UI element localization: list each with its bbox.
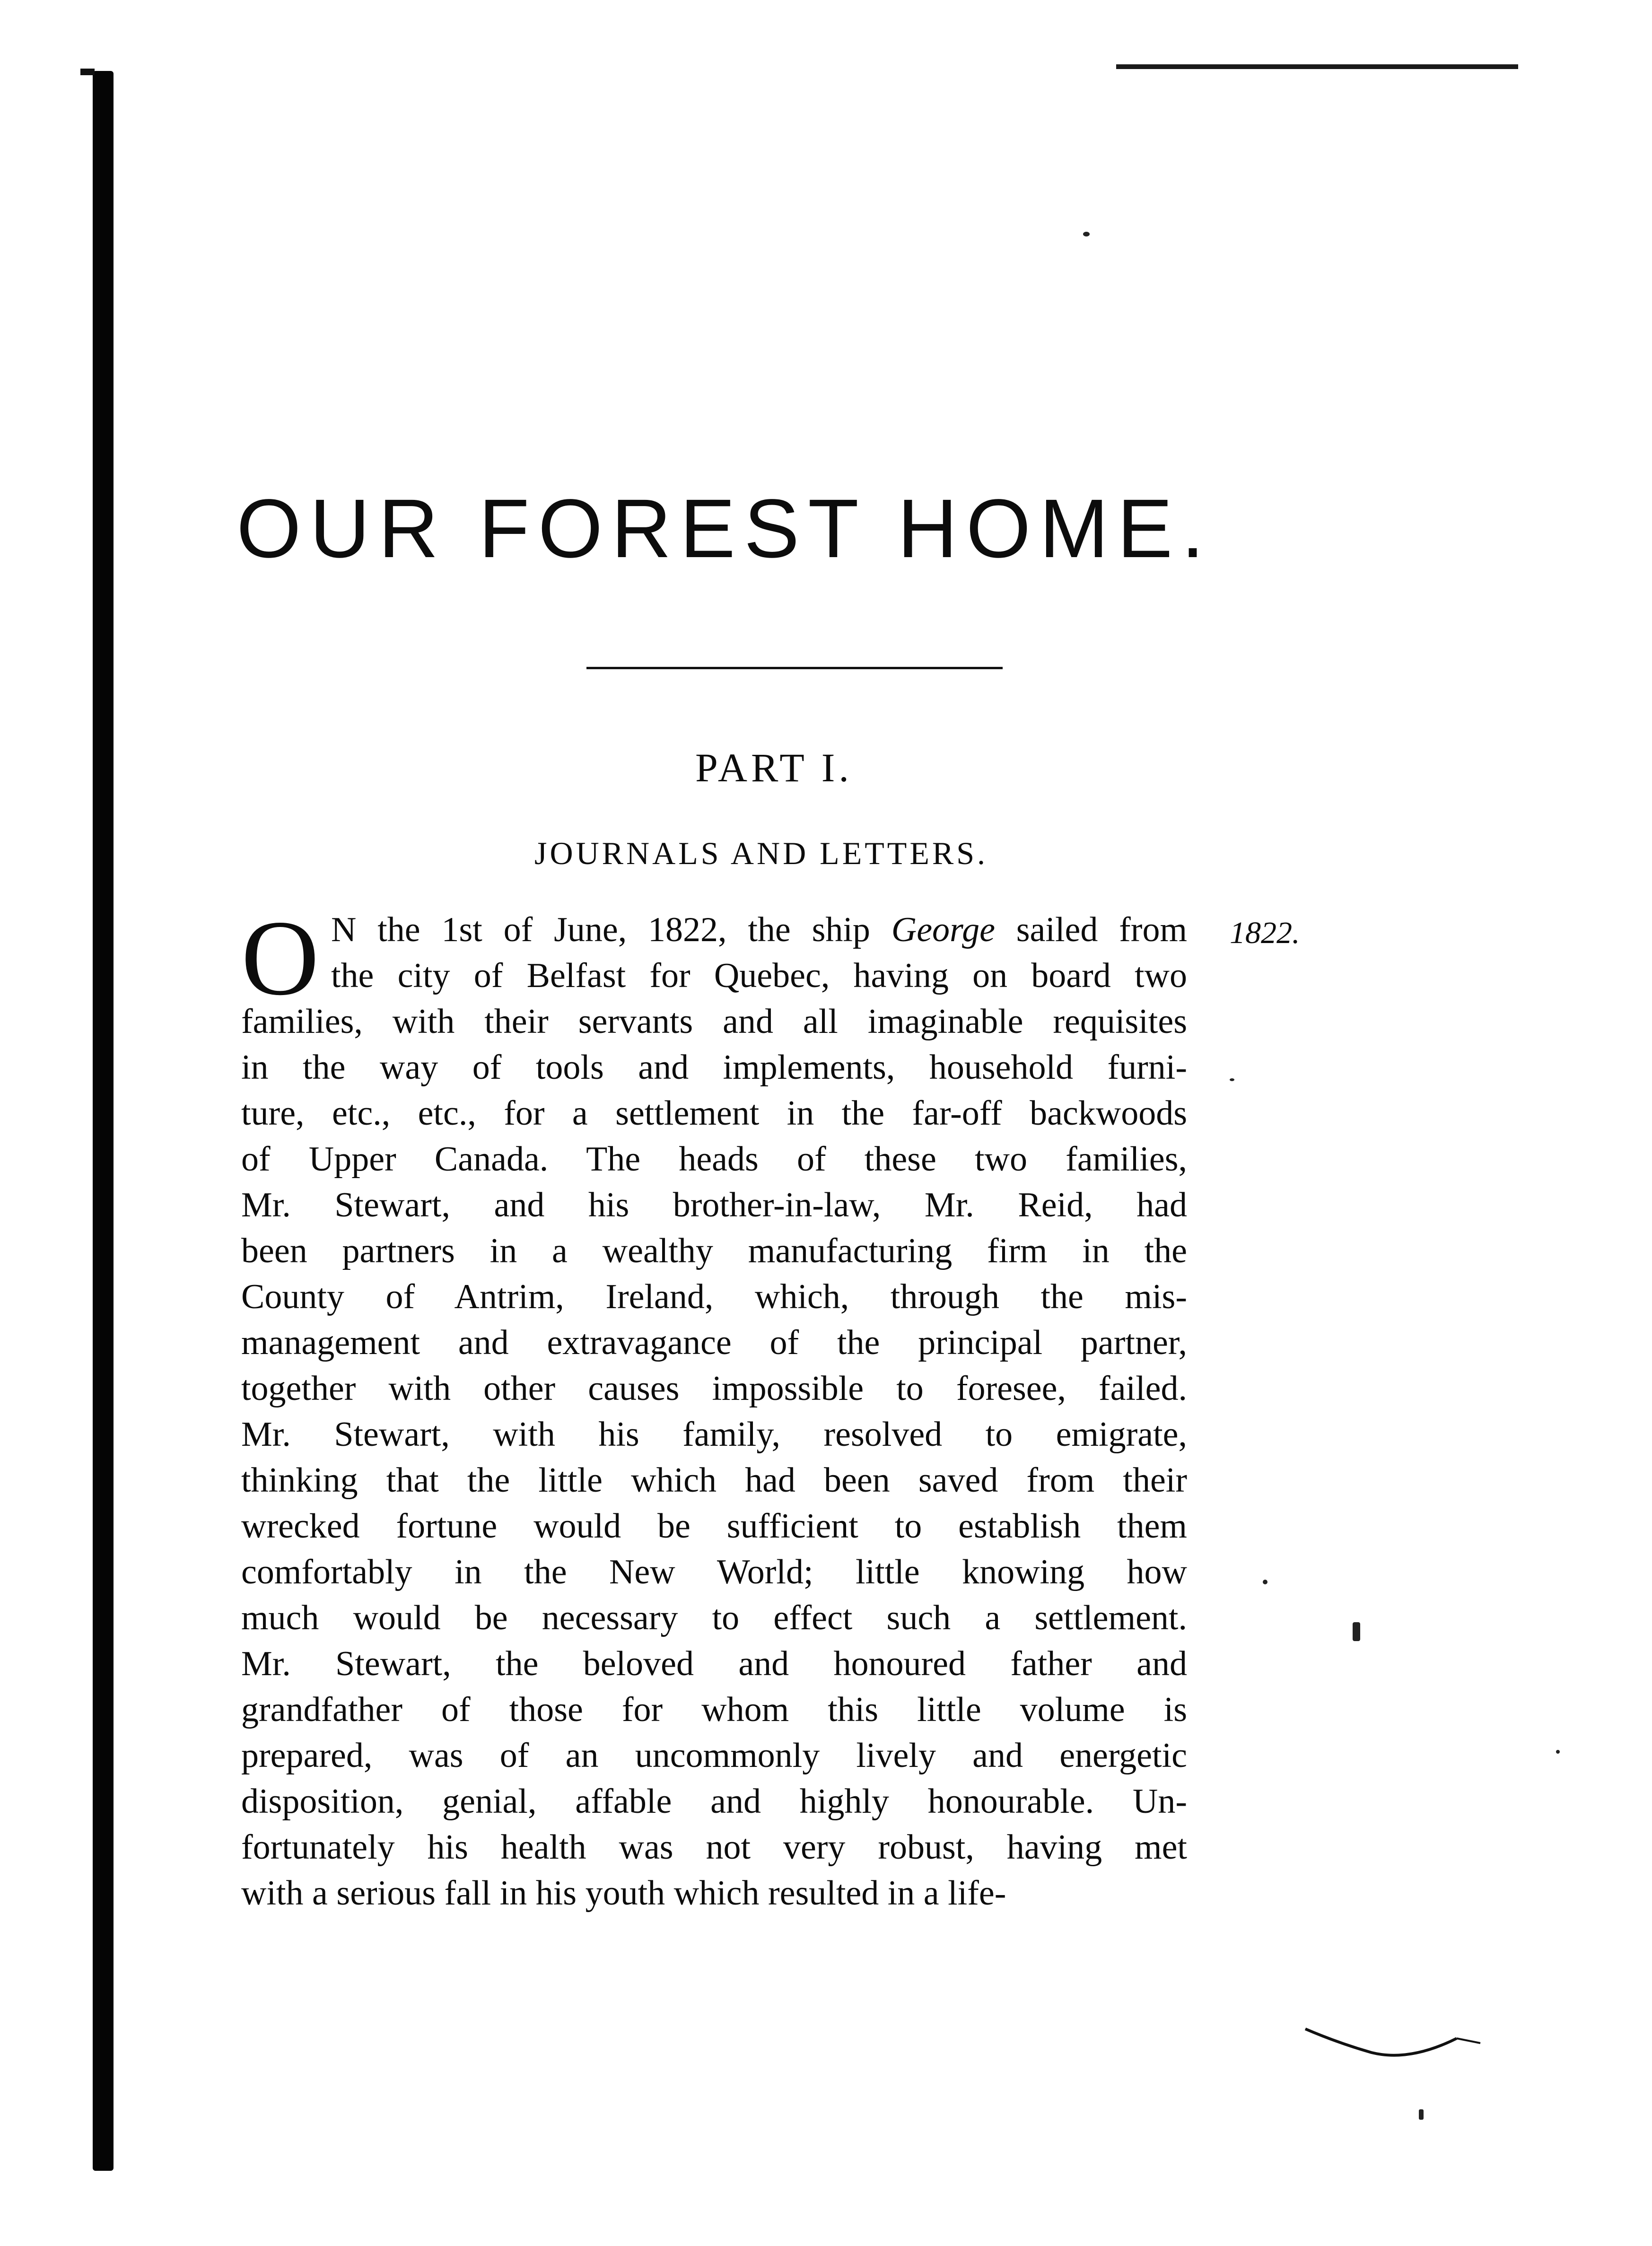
binding-mark [80,69,95,75]
part-heading: PART I. [695,745,853,790]
scan-speck [1230,1078,1234,1081]
text-line: comfortably in the New World; little knowing how [241,1553,1187,1591]
text-line: together with other causes impossible to foresee, failed. [241,1369,1187,1408]
text-line: families, with their servants and all imaginable requisites [241,1002,1187,1041]
scan-speck [1419,2109,1424,2120]
text-line: management and extravagance of the principal partner, [241,1323,1187,1362]
text-line: Mr. Stewart, the beloved and honoured father and [241,1644,1187,1683]
text-line: fortunately his health was not very robust, having met [241,1828,1187,1867]
text-line: the city of Belfast for Quebec, having on board two [331,956,1187,995]
page-title: OUR FOREST HOME. [236,482,1213,575]
text-line: much would be necessary to effect such a settlement. [241,1599,1187,1637]
ship-name: George [891,910,995,949]
text-line: County of Antrim, Ireland, which, through the mis- [241,1277,1187,1316]
scan-speck [1083,232,1090,236]
text-line: thinking that the little which had been saved from their [241,1461,1187,1500]
top-rule [1116,64,1518,69]
text-line: with a serious fall in his youth which resulted in a life- [241,1874,1006,1913]
text-line: prepared, was of an uncommonly lively and energetic [241,1736,1187,1775]
binding-edge [93,71,114,2171]
text-line: grandfather of those for whom this little volume is [241,1690,1187,1729]
scan-speck [1353,1622,1360,1641]
title-divider [586,667,1003,669]
text-line: been partners in a wealthy manufacturing firm in the [241,1232,1187,1270]
drop-cap: O [241,899,319,1018]
text-line: Mr. Stewart, with his family, resolved to emigrate, [241,1415,1187,1454]
scan-speck [1556,1750,1560,1754]
body-paragraph [241,953,1187,1916]
text-line: Mr. Stewart, and his brother-in-law, Mr. Reid, had [241,1186,1187,1224]
scan-pen-mark [1301,2010,1499,2086]
first-line-text: N the 1st of June, 1822, the ship George sailed from [331,910,1187,949]
text-line: disposition, genial, affable and highly honourable. Un- [241,1782,1187,1821]
text-line: in the way of tools and implements, household furni- [241,1048,1187,1087]
text-line: ture, etc., etc., for a settlement in the far-off backwoods [241,1094,1187,1133]
text-line: of Upper Canada. The heads of these two families, [241,1140,1187,1179]
section-heading: JOURNALS AND LETTERS. [534,835,988,871]
margin-year: 1822. [1230,916,1300,950]
scan-speck [1263,1580,1267,1584]
first-line [331,907,1187,953]
text-line: wrecked fortune would be sufficient to establish them [241,1507,1187,1546]
